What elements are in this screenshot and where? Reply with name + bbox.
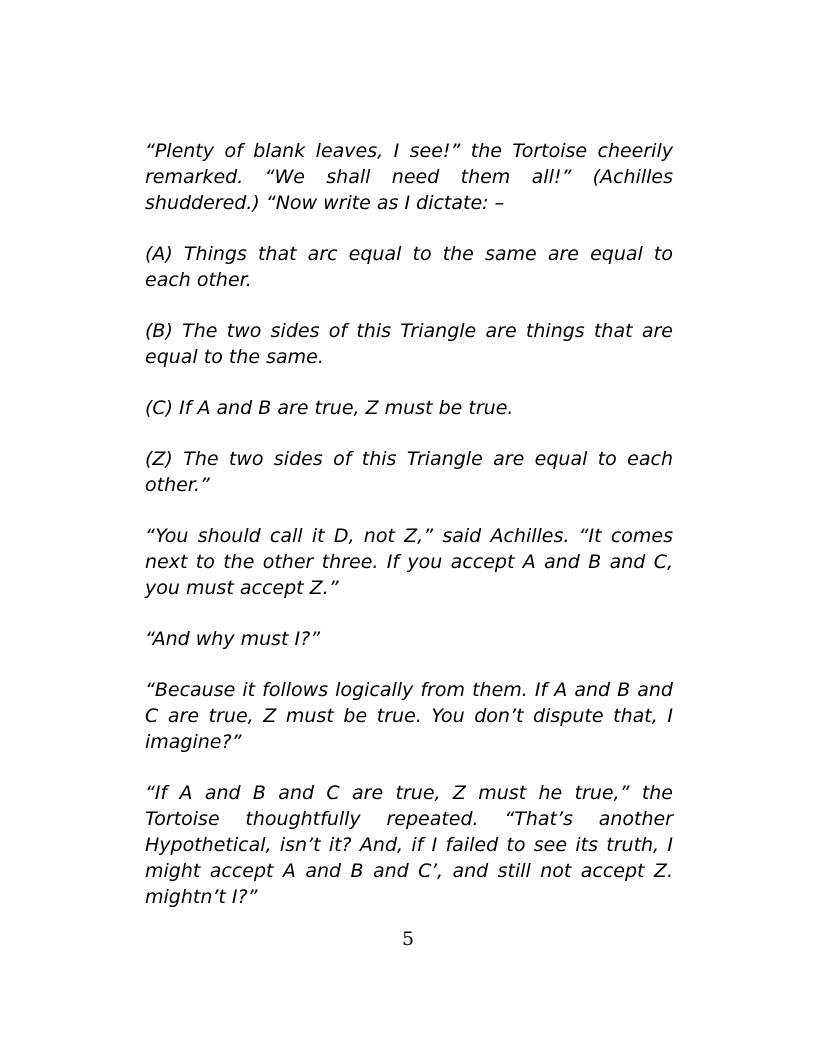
paragraph-premise-c: (C) If A and B are true, Z must be true.	[145, 397, 514, 419]
paragraph-achilles-call-it-d: “You should call it D, not Z,” said Achilles. “It comes next to the other three. If you accept A and B and C, you must accept Z.”	[145, 525, 673, 599]
paragraph-plenty-of-blank-leaves: “Plenty of blank leaves, I see!” the Tortoise cheerily remarked. “We shall need them all!” (Achilles shuddered.) “Now write as I dictate: –	[145, 140, 673, 214]
paragraph-why-must-i: “And why must I?”	[145, 628, 321, 650]
paragraph-another-hypothetical: “If A and B and C are true, Z must he true,” the Tortoise thoughtfully repeated. “That’s another Hypothetical, isn’t it? And, if I failed to see its truth, I might accept A and B and C’, and still not accept Z. mightn’t I?”	[145, 782, 673, 908]
page-number: 5	[401, 928, 415, 950]
paragraph-premise-a: (A) Things that arc equal to the same are equal to each other.	[145, 243, 673, 291]
paragraph-conclusion-z: (Z) The two sides of this Triangle are equal to each other.”	[145, 448, 673, 496]
paragraph-follows-logically: “Because it follows logically from them. If A and B and C are true, Z must be true. You don’t dispute that, I imagine?”	[145, 679, 673, 753]
paragraph-premise-b: (B) The two sides of this Triangle are things that are equal to the same.	[145, 320, 673, 368]
body-text	[145, 138, 673, 935]
